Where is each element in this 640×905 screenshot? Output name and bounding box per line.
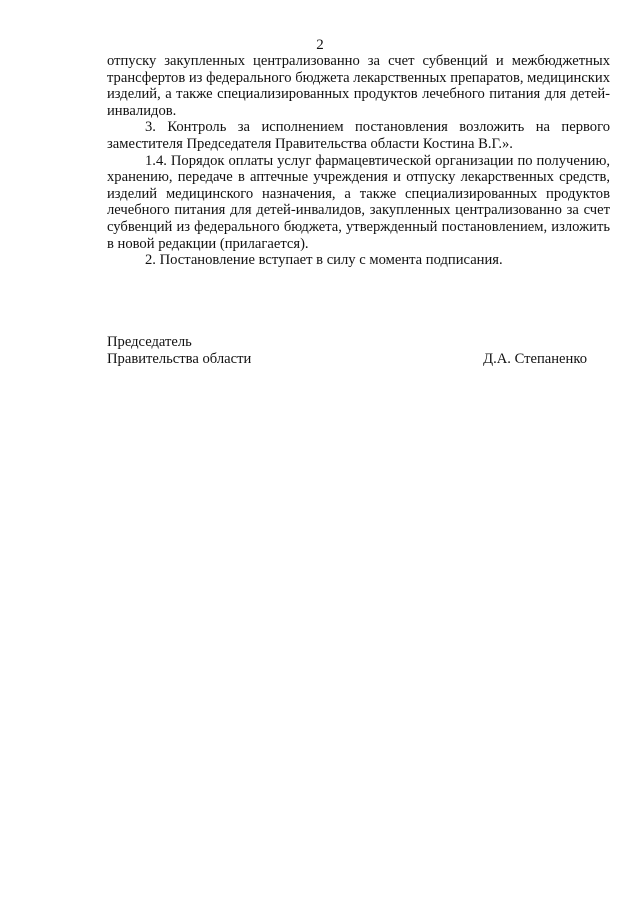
page-number: 2 [316,37,324,53]
signatory-title-line2: Правительства области [107,351,252,367]
signature-block [107,334,587,368]
signatory-title-line1: Председатель [107,334,192,350]
signatory-name: Д.А. Степаненко [483,351,587,367]
paragraph-continuation: отпуску закупленных централизованно за счет субвенций и межбюджетных трансфертов из федерального бюджета лекарственных препаратов, медицинских изделий, а также специализированных продуктов лечебного питания для детей-инвалидов. [107,53,611,119]
paragraph-item-3-control: 3. Контроль за исполнением постановления возложить на первого заместителя Председателя Правительства области Костина В.Г.». [107,119,610,152]
signature-row [107,351,587,368]
document-body [107,53,610,269]
paragraph-item-2-effective-date: 2. Постановление вступает в силу с момента подписания. [145,252,503,269]
paragraph-item-1-4-payment-procedure: 1.4. Порядок оплаты услуг фармацевтической организации по получению, хранению, передаче в аптечные учреждения и отпуску лекарственных средств, изделий медицинского назначения, а также специализированных продуктов лечебного питания для детей-инвалидов, закупленных централизованно за счет субвенций из федерального бюджета, утвержденный постановлением, изложить в новой редакции (прилагается). [107,152,610,252]
